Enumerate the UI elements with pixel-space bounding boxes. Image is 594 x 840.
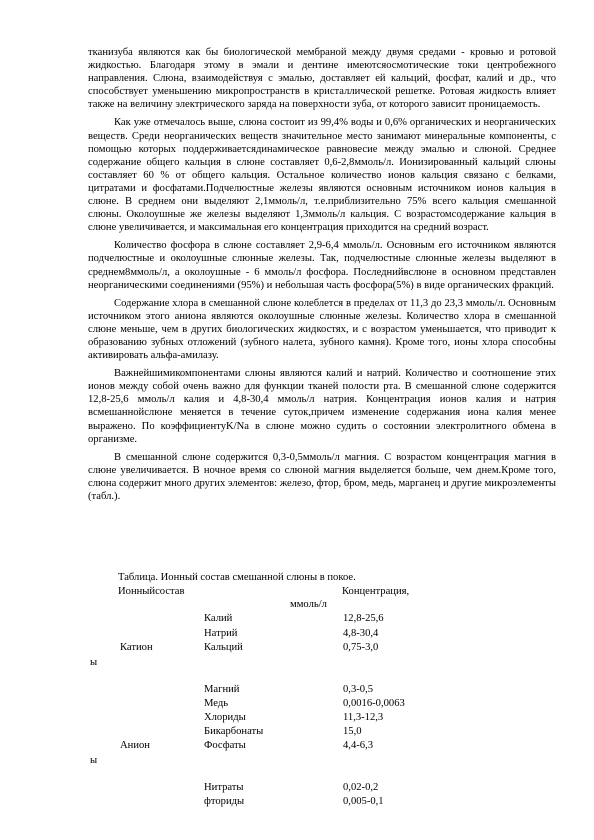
table-row-name: Бикарбонаты	[204, 726, 264, 737]
paragraph-phosphorus: Количество фосфора в слюне составляет 2,9-6,4 ммоль/л. Основным его источником являются подчелюстные и околоушные слюнные железы. Так, подчелюстные слюнные железы выделяют в среднем8ммоль/л, а околоушные - 6 ммоль/л фосфора. Последнийвслюне в основном представлен неорганическими соединениями (95%) и небольшая часть фосфора(5%) в виде органических фракций.	[88, 240, 556, 291]
table-row-name: Медь	[204, 698, 229, 709]
table-row-name: Калий	[204, 613, 233, 624]
table-row-value: 0,0016-0,0063	[343, 698, 405, 709]
table-row-value: 12,8-25,6	[343, 613, 384, 624]
table-row-value: 4,4-6,3	[343, 740, 374, 751]
table-header-unit: ммоль/л	[290, 599, 327, 610]
paragraph-enamel: тканизуба являются как бы биологической мембраной между двумя средами - кровью и ротовой жидкостью. Благодаря этому в эмали и дентине имеютсяосмотические токи центробежного направления. Слюна, взаимодействуя с эмалью, доставляет ей кальций, фосфат, калий и др., что способствует уменьшению микропространств в кристаллической решетке. Ротовая жидкость влияет также на величину электрического заряда на поверхности зуба, от которого зависит проницаемость.	[88, 47, 556, 111]
paragraph-potassium-sodium: Важнейшимикомпонентами слюны являются калий и натрий. Количество и соотношение этих ионов между собой очень важно для функции тканей полости рта. В смешанной слюне содержится 12,8-25,6 ммоль/л калия и 4,8-30,4 ммоль/л натрия. Концентрация ионов калия и натрия всмешаннойслюне меняется в течение суток,причем изменение содержания иона калия менее выражено. По коэффициентуK/Na в слюне можно судить о состоянии электролитного обмена в организме.	[88, 368, 556, 445]
table-row-value: 4,8-30,4	[343, 628, 379, 639]
table-group-anions-tail: ы	[90, 755, 98, 766]
table-group-cations: Катион	[120, 642, 153, 653]
table-group-cations-tail: ы	[90, 657, 98, 668]
body-text	[88, 46, 556, 508]
table-group-anions: Анион	[120, 740, 150, 751]
table-header-concentration: Концентрация,	[342, 586, 410, 597]
table-caption: Таблица. Ионный состав смешанной слюны в покое.	[118, 572, 356, 583]
table-header-ion: Ионныйсостав	[118, 586, 185, 597]
paragraph-composition-calcium: Как уже отмечалось выше, слюна состоит из 99,4% воды и 0,6% органических и неорганических веществ. Среди неорганических веществ значительное место занимают минеральные компоненты, с помощью которых поддерживаетсядинамическое равновесие между эмалью и слюной. Среднее содержание общего кальция в слюне составляет 0,6-2,8ммоль/л. Ионизированный кальций слюны составляет 60 % от общего кальция. Остальное количество ионов кальция связано с белками, цитратами и фосфатами.Подчелюстные железы являются основным источником ионов кальция в слюне. В среднем они выделяют 2,1ммоль/л, т.е.приблизительно 75% всего кальция смешанной слюны. Околоушные же железы выделяют 1,3ммоль/л кальция. С возрастомсодержание кальция в слюне увеличивается, и максимальная его концентрация приходится на средний возраст.	[88, 117, 556, 234]
table-row-name: Кальций	[204, 642, 243, 653]
table-row-value: 0,02-0,2	[343, 782, 379, 793]
table-row-name: фториды	[204, 796, 245, 807]
table-row-name: Фосфаты	[204, 740, 246, 751]
table-row-value: 11,3-12,3	[343, 712, 384, 723]
table-row-value: 0,75-3,0	[343, 642, 379, 653]
table-row-name: Нитраты	[204, 782, 244, 793]
paragraph-magnesium: В смешанной слюне содержится 0,3-0,5ммоль/л магния. С возрастом концентрация магния в слюне увеличивается. В ночное время со слюной магния выделяется больше, чем днем.Кроме того, слюна содержит много других элементов: железо, фтор, бром, медь, марганец и другие микроэлементы (табл.).	[88, 451, 556, 502]
table-row-value: 0,3-0,5	[343, 684, 374, 695]
table-row-name: Хлориды	[204, 712, 246, 723]
table-row-name: Натрий	[204, 628, 238, 639]
paragraph-chlorine: Содержание хлора в смешанной слюне колеблется в пределах от 11,3 до 23,3 ммоль/л. Основным источником этого аниона являются околоушные слюнные железы. Количество хлора в смешанной слюне меньше, чем в других биологических жидкостях, и с возрастом уменьшается, что приводит к образованию зубных отложений (зубного налета, зубного камня). Кроме того, ионы хлора способны активировать альфа-амилазу.	[88, 297, 556, 362]
table-row-value: 0,005-0,1	[343, 796, 384, 807]
table-row-name: Магний	[204, 684, 240, 695]
table-row-value: 15,0	[343, 726, 362, 737]
